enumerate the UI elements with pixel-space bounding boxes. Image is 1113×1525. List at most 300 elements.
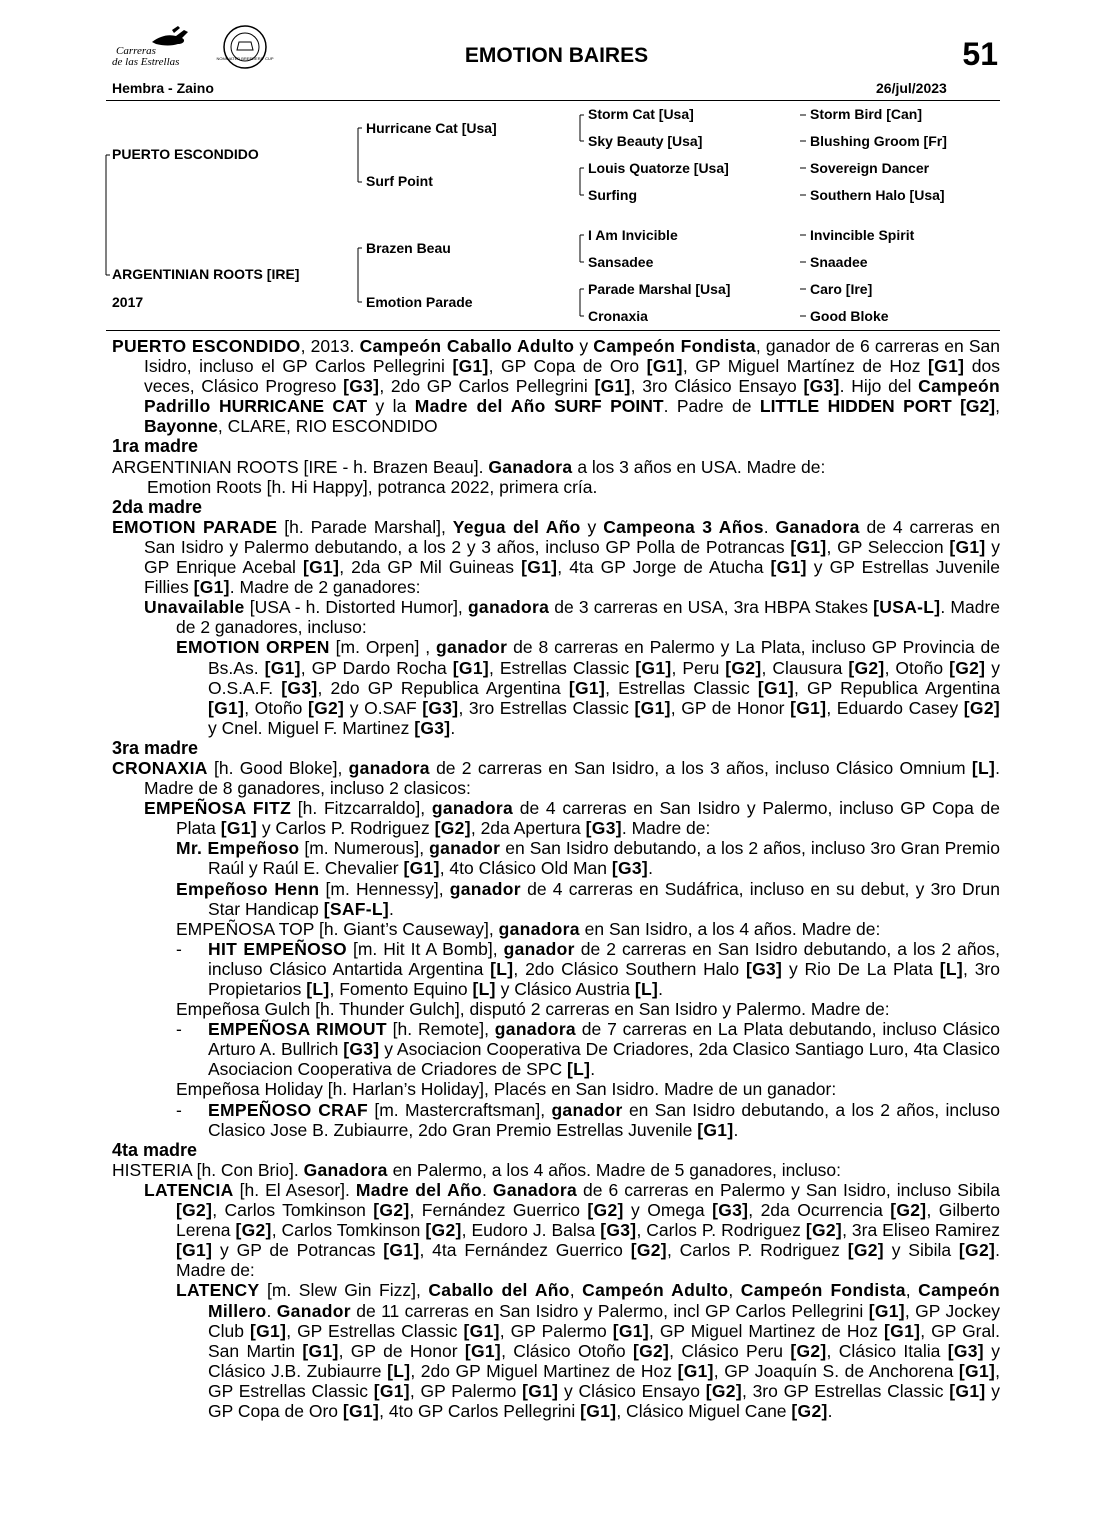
text-segment: [m. Numerous], xyxy=(299,838,430,859)
bold-segment: [G1] xyxy=(634,697,671,718)
bold-segment: [G3] xyxy=(343,376,380,397)
text-segment: y xyxy=(580,516,604,537)
bold-segment: EMOTION PARADE xyxy=(112,516,278,537)
bold-segment: [G3] xyxy=(712,1200,749,1221)
pedigree-g4: Snaadee xyxy=(810,254,868,270)
bold-segment: [G1] xyxy=(464,1340,502,1361)
bold-segment: CRONAXIA xyxy=(112,757,208,778)
text-segment: . Padre de xyxy=(663,396,760,417)
text-segment: [m. Mastercraftsman], xyxy=(368,1099,552,1120)
paragraph xyxy=(112,457,1000,477)
text-segment: , GP Republica Argentina xyxy=(794,677,1000,698)
bold-segment: [G2] xyxy=(725,657,762,678)
bold-segment: [G1] xyxy=(522,1380,559,1401)
text-segment: , GP Jockey Club xyxy=(208,1300,1000,1341)
text-segment: , Carlos P. Rodriguez xyxy=(666,1240,848,1261)
bold-segment: [G1] xyxy=(580,1400,617,1421)
paragraph xyxy=(112,798,1000,838)
bold-segment: ganador xyxy=(551,1099,623,1120)
text-segment: en Palermo, a los 4 años. Madre de 5 ganadores, incluso: xyxy=(387,1159,842,1180)
paragraph xyxy=(112,1180,1000,1280)
bold-segment: [G2] xyxy=(434,818,471,839)
paragraph xyxy=(112,939,1000,999)
text-segment: , ganador de 6 carreras en San Isidro, incluso el GP Carlos Pellegrini xyxy=(144,336,1000,377)
pedigree-g4: Sovereign Dancer xyxy=(810,160,930,176)
bold-segment: [G1] xyxy=(790,697,827,718)
text-segment: . xyxy=(733,1119,739,1140)
date: 26/jul/2023 xyxy=(876,80,947,96)
bold-segment: [G1] xyxy=(884,1320,921,1341)
pedigree-g3: Sky Beauty [Usa] xyxy=(588,133,703,149)
text-segment: y Clásico Ensayo xyxy=(558,1380,706,1401)
bold-segment: [G2] xyxy=(963,697,1000,718)
bold-segment: HURRICANE CAT xyxy=(219,396,368,417)
bold-segment: [G1] xyxy=(646,356,683,377)
text-segment: . xyxy=(658,979,663,999)
section-heading xyxy=(112,497,1000,517)
text-segment: [h. Good Bloke], xyxy=(207,757,349,778)
pedigree-g2: Hurricane Cat [Usa] xyxy=(366,120,497,136)
text-segment: . xyxy=(389,898,394,919)
list-dash: - xyxy=(176,1099,182,1120)
bold-segment: [G2] xyxy=(790,1340,827,1361)
text-segment: , Peru xyxy=(671,657,726,678)
text-segment: EMPEÑOSA TOP [h. Giant’s Causeway], xyxy=(176,918,499,939)
section-heading xyxy=(112,738,1000,758)
text-segment: de 4 carreras en Sudáfrica, incluso en su debut, y 3ro Drun Star Handicap xyxy=(208,878,1000,919)
text-segment: . xyxy=(266,1300,277,1321)
pedigree-year: 2017 xyxy=(112,294,144,310)
pedigree-g4: Caro [Ire] xyxy=(810,281,873,297)
text-segment: de 2 carreras en San Isidro, a los 3 años, incluso Clásico Omnium xyxy=(429,757,972,778)
paragraph xyxy=(112,919,1000,939)
pedigree-g3: I Am Invicible xyxy=(588,227,678,243)
text-segment: [h. Parade Marshal], xyxy=(277,516,453,537)
text-segment: , 2do GP Republica Argentina xyxy=(317,677,569,698)
bold-segment: ganadora xyxy=(431,798,514,819)
pedigree-dam: ARGENTINIAN ROOTS [IRE] xyxy=(112,266,300,282)
text-segment: , 2013. xyxy=(300,336,360,356)
bold-segment: [G1] xyxy=(949,1380,986,1401)
text-segment: [m. Hennessy], xyxy=(319,878,450,899)
page-number: 51 xyxy=(962,36,998,72)
text-segment: y xyxy=(574,336,594,356)
text-segment: [h. Fitzcarraldo], xyxy=(291,798,432,819)
sex-color: Hembra - Zaino xyxy=(112,80,214,96)
bold-segment: Madre del Año xyxy=(414,396,546,417)
bold-segment: [G1] xyxy=(868,1300,905,1321)
text-segment: y GP de Potrancas xyxy=(212,1240,384,1261)
text-segment: , Clausura xyxy=(761,657,849,678)
bold-segment: [G1] xyxy=(373,1380,410,1401)
text-segment: y Sibila xyxy=(883,1240,959,1261)
text-segment: , GP Miguel Martínez de Hoz xyxy=(682,356,929,377)
text-segment: [m. Orpen] , xyxy=(329,637,437,658)
bold-segment: Empeñoso Henn xyxy=(176,878,320,899)
pedigree-g3: Surfing xyxy=(588,187,637,203)
bold-segment: LATENCY xyxy=(176,1280,260,1301)
text-segment: y Asociacion Cooperativa De Criadores, 2da Clasico Santiago Luro, 4ta Clasico Asociacion Cooperativa de Criadores de SPC xyxy=(208,1039,1001,1080)
text-segment: , Estrellas Classic xyxy=(605,677,758,698)
bold-segment: [L] xyxy=(634,979,659,999)
text-segment: y Cnel. Miguel F. Martinez xyxy=(208,717,415,738)
text-segment: , xyxy=(728,1280,741,1301)
text-segment: , GP Gral. San Martin xyxy=(208,1320,1000,1361)
bold-segment: [G3] xyxy=(611,858,649,879)
text-segment: , 2da Apertura xyxy=(470,818,586,839)
pedigree-g4: Invincible Spirit xyxy=(810,227,915,243)
text-segment: , Gilberto Lerena xyxy=(176,1200,1001,1241)
text-segment: , Estrellas Classic xyxy=(488,657,636,678)
text-segment: y O.SAF xyxy=(344,697,423,718)
bold-segment: [G1] xyxy=(790,536,827,557)
bold-segment: Caballo del Año xyxy=(428,1280,570,1301)
text-segment: ARGENTINIAN ROOTS [IRE - h. Brazen Beau]. xyxy=(112,456,489,477)
text-segment: , GP Copa de Oro xyxy=(488,356,647,377)
paragraph xyxy=(112,1280,1000,1421)
pedigree-g3: Storm Cat [Usa] xyxy=(588,106,694,122)
text-segment: . xyxy=(648,858,653,879)
text-segment: , GP Dardo Rocha xyxy=(300,657,453,678)
text-segment: de 11 carreras en San Isidro y Palermo, incl GP Carlos Pellegrini xyxy=(350,1300,869,1321)
text-segment: de 7 carreras en La Plata debutando, incluso Clásico Arturo A. Bullrich xyxy=(208,1019,1001,1060)
pedigree-sire: PUERTO ESCONDIDO xyxy=(112,146,259,162)
bold-segment: [G1] xyxy=(928,356,965,377)
bold-segment: HIT EMPEÑOSO xyxy=(208,938,347,959)
bold-segment: [G2] xyxy=(307,697,345,718)
text-segment: y Clásico Austria xyxy=(495,979,635,999)
text-segment: , Carlos Tomkinson xyxy=(212,1200,374,1221)
text-segment: . xyxy=(450,717,456,738)
bold-segment: [G3] xyxy=(745,958,783,979)
bold-segment: [G3] xyxy=(281,677,318,698)
bold-segment: [G1] xyxy=(463,1320,500,1341)
seal-text: NOMINATED BREEDERS' CUP xyxy=(216,56,274,61)
text-segment: , 4to GP Carlos Pellegrini xyxy=(379,1400,581,1421)
bold-segment: [L] xyxy=(490,958,514,979)
pedigree-g4: Good Bloke xyxy=(810,308,889,324)
text-segment: de 4 carreras en San Isidro y Palermo debutando, a los 2 y 3 años, incluso GP Polla de Potrancas xyxy=(144,516,1000,557)
text-segment: [h. El Asesor]. xyxy=(233,1179,356,1200)
text-segment: y Carlos P. Rodriguez xyxy=(256,818,435,839)
text-segment: de 2 carreras en San Isidro debutando, a los 2 años, incluso Clásico Antartida Argentina xyxy=(208,938,1000,979)
text-segment: y GP Enrique Acebal xyxy=(144,536,1000,578)
text-segment: , 2do Clásico Southern Halo xyxy=(513,958,746,979)
pedigree-g3: Louis Quatorze [Usa] xyxy=(588,160,729,176)
bold-segment: [G2] xyxy=(958,1240,996,1261)
text-segment: de 3 carreras en USA, 3ra HBPA Stakes xyxy=(549,597,874,618)
bold-segment: Campeón Padrillo xyxy=(144,376,1000,417)
text-segment: , Carlos Tomkinson xyxy=(271,1220,426,1241)
bold-segment: [G1] xyxy=(302,1340,339,1361)
bold-segment: [G2] xyxy=(848,657,885,678)
list-dash: - xyxy=(176,938,182,959)
bold-segment: ganadora xyxy=(494,1019,576,1040)
bold-segment: [G2] xyxy=(630,1240,667,1261)
text-segment: [m. Slew Gin Fizz], xyxy=(259,1280,429,1301)
bold-segment: [G1] xyxy=(220,818,257,839)
paragraph xyxy=(112,999,1000,1019)
bold-segment: [SAF-L] xyxy=(323,898,390,919)
section-heading xyxy=(112,1140,1000,1160)
text-segment: y Clásico J.B. Zubiaurre xyxy=(208,1340,1001,1381)
text-segment: . xyxy=(827,1400,833,1421)
bold-segment: ganador xyxy=(429,838,501,859)
horse-title: EMOTION BAIRES xyxy=(464,44,649,67)
section-heading xyxy=(112,436,1000,456)
text-segment: , 4ta GP Jorge de Atucha xyxy=(557,557,771,578)
text-segment: a los 3 años en USA. Madre de: xyxy=(572,456,826,477)
text-segment xyxy=(546,396,554,416)
text-segment: , GP Joaquín S. de Anchorena xyxy=(713,1360,959,1381)
bold-segment: [USA-L] xyxy=(873,597,941,618)
bold-segment: ganador xyxy=(503,938,575,959)
bold-segment: [G1] xyxy=(342,1400,380,1421)
bold-segment: [G3] xyxy=(600,1220,637,1241)
bold-segment: [G2] xyxy=(587,1200,624,1221)
paragraph xyxy=(112,838,1000,878)
bold-segment: [L] xyxy=(939,958,964,979)
bold-segment: Unavailable xyxy=(144,597,245,618)
bold-segment: [G2] xyxy=(235,1220,272,1241)
text-segment: , 3ro GP Estrellas Classic xyxy=(741,1380,950,1401)
text-segment: . xyxy=(590,1059,596,1080)
bold-segment: [G1] xyxy=(176,1240,213,1261)
text-segment: y GP Estrellas Juvenile Fillies xyxy=(144,557,1001,598)
text-segment: , 2do GP Miguel Martinez de Hoz xyxy=(410,1360,678,1381)
bold-segment: [G1] xyxy=(521,557,558,578)
text-segment: 2da madre xyxy=(112,496,203,517)
bold-segment: PUERTO ESCONDIDO xyxy=(112,336,301,356)
text-segment: y Rio De La Plata xyxy=(782,958,940,979)
bold-segment: Campeón Fondista xyxy=(593,336,756,356)
text-segment: y GP Copa de Oro xyxy=(208,1380,1000,1421)
text-segment: y Omega xyxy=(623,1200,713,1221)
bold-segment: [G1] xyxy=(264,657,301,678)
bold-segment: Campeón Fondista xyxy=(740,1280,906,1301)
text-segment: , xyxy=(569,1280,583,1301)
bold-segment: [G1] xyxy=(594,376,631,397)
bold-segment: SURF POINT xyxy=(554,396,664,417)
text-segment: , 3ro Clásico Ensayo xyxy=(630,376,804,397)
bold-segment: [G3] xyxy=(343,1039,380,1060)
bold-segment: [G1] xyxy=(635,657,672,678)
bold-segment: EMOTION ORPEN xyxy=(176,637,330,658)
text-segment: [USA - h. Distorted Humor], xyxy=(244,597,468,618)
bold-segment: Campeón Millero xyxy=(208,1280,1000,1321)
text-segment: en San Isidro debutando, a los 2 años, incluso Clasico Jose B. Zubiaurre, 2do Gran Premio Estrellas Juvenile xyxy=(208,1099,1000,1140)
bold-segment: [G2] xyxy=(705,1380,742,1401)
text-segment: , GP Estrellas Classic xyxy=(208,1360,1000,1401)
text-segment: , 3ro Propietarios xyxy=(208,958,1000,999)
bold-segment: [G2] xyxy=(847,1240,884,1261)
paragraph xyxy=(112,1100,1000,1140)
paragraph xyxy=(112,879,1000,919)
bold-segment: ganadora xyxy=(498,918,580,939)
text-segment: , xyxy=(995,396,1000,417)
text-segment: , GP Palermo xyxy=(499,1320,613,1341)
bold-segment: LITTLE HIDDEN PORT [G2] xyxy=(759,396,996,417)
text-segment: , 2da GP Mil Guineas xyxy=(339,557,522,578)
bold-segment: [G1] xyxy=(677,1360,714,1381)
logo-line-1: Carreras xyxy=(116,45,156,57)
paragraph xyxy=(112,1019,1000,1079)
text-segment: , Otoño xyxy=(244,697,308,718)
text-segment: , 3ro Estrellas Classic xyxy=(458,697,635,718)
bold-segment: [G2] xyxy=(425,1220,462,1241)
pedigree-g3: Parade Marshal [Usa] xyxy=(588,281,731,297)
bold-segment: Ganadora xyxy=(775,516,860,537)
text-segment: , Carlos P. Rodriguez xyxy=(636,1220,806,1241)
text-segment: [m. Hit It A Bomb], xyxy=(346,938,504,959)
bold-segment: [G1] xyxy=(697,1119,734,1140)
text-segment: , Eduardo Casey xyxy=(826,697,964,718)
text-segment: , GP de Honor xyxy=(338,1340,465,1361)
bold-segment: [G1] xyxy=(958,1360,996,1381)
text-segment: , Otoño xyxy=(884,657,950,678)
text-segment: . Madre de: xyxy=(176,1240,1000,1281)
paragraph xyxy=(112,477,1000,497)
bold-segment: Ganador xyxy=(276,1300,351,1321)
bold-segment: Madre del Año xyxy=(355,1179,483,1200)
bold-segment: [G3] xyxy=(414,717,451,738)
text-segment: , CLARE, RIO ESCONDIDO xyxy=(217,416,438,437)
bold-segment: [G3] xyxy=(803,376,840,397)
text-segment: , 2do GP Carlos Pellegrini xyxy=(379,376,595,397)
bold-segment: [G2] xyxy=(949,657,986,678)
pedigree-divider xyxy=(106,330,1000,331)
bold-segment: [G2] xyxy=(791,1400,828,1421)
text-segment: , Clásico Peru xyxy=(669,1340,791,1361)
text-segment: 1ra madre xyxy=(112,436,199,457)
bold-segment: [G1] xyxy=(303,557,340,578)
bold-segment: [L] xyxy=(306,979,330,999)
text-segment: . Madre de: xyxy=(621,818,711,839)
bold-segment: [L] xyxy=(387,1360,411,1381)
pedigree-g3: Cronaxia xyxy=(588,308,648,324)
text-segment: de 8 carreras en Palermo y La Plata, incluso GP Provincia de Bs.As. xyxy=(208,637,1000,678)
text-segment: y O.S.A.F. xyxy=(208,657,1000,698)
text-segment: , GP Seleccion xyxy=(826,536,950,557)
bold-segment: [G1] xyxy=(208,697,245,718)
text-segment xyxy=(211,396,219,416)
text-segment: . xyxy=(763,516,776,537)
list-dash: - xyxy=(176,1019,182,1040)
text-segment: de 4 carreras en San Isidro y Palermo, incluso GP Copa de Plata xyxy=(176,798,1001,839)
text-segment: 3ra madre xyxy=(112,737,199,758)
bold-segment: [G1] xyxy=(250,1320,287,1341)
text-segment: , 3ra Eliseo Ramirez xyxy=(842,1220,1000,1241)
text-segment: . Madre de 2 ganadores: xyxy=(229,577,421,598)
bold-segment: Campeón Caballo Adulto xyxy=(359,336,575,356)
text-segment: , GP Miguel Martinez de Hoz xyxy=(648,1320,885,1341)
pedigree-g4: Southern Halo [Usa] xyxy=(810,187,945,203)
pedigree-g2: Brazen Beau xyxy=(366,240,451,256)
text-segment: en San Isidro debutando, a los 2 años, incluso 3ro Gran Premio Raúl y Raúl E. Chevalier xyxy=(208,838,1001,879)
bold-segment: [G1] xyxy=(949,536,986,557)
bold-segment: [G2] xyxy=(805,1220,843,1241)
bold-segment: EMPEÑOSA RIMOUT xyxy=(208,1019,387,1040)
bold-segment: [G1] xyxy=(193,577,230,598)
text-segment: . Madre de 8 ganadores, incluso 2 clasicos: xyxy=(144,757,1001,799)
text-segment: , 4ta Fernández Guerrico xyxy=(419,1240,631,1261)
bold-segment: Ganadora xyxy=(303,1159,388,1180)
text-segment: , Fernández Guerrico xyxy=(409,1200,588,1221)
text-segment: . Madre de 2 ganadores, incluso: xyxy=(176,597,1001,638)
bold-segment: [G2] xyxy=(373,1200,410,1221)
text-segment: , GP Estrellas Classic xyxy=(286,1320,464,1341)
bold-segment: [G1] xyxy=(568,677,606,698)
text-segment: , xyxy=(905,1280,919,1301)
text-segment: Empeñosa Holiday [h. Harlan’s Holiday], Placés en San Isidro. Madre de un ganador: xyxy=(176,1079,837,1100)
bold-segment: [G1] xyxy=(403,858,440,879)
bold-segment: [G2] xyxy=(890,1200,927,1221)
bold-segment: Campeón Adulto xyxy=(582,1280,729,1301)
text-segment: , GP Palermo xyxy=(409,1380,523,1401)
text-segment: . xyxy=(482,1179,493,1200)
text-segment: , Fomento Equino xyxy=(329,979,473,999)
bold-segment: EMPEÑOSA FITZ xyxy=(144,798,292,819)
bold-segment: [G1] xyxy=(452,657,489,678)
bold-segment: [G1] xyxy=(770,557,807,578)
bold-segment: Campeona 3 Años xyxy=(603,516,764,537)
paragraph xyxy=(112,758,1000,798)
paragraph xyxy=(112,336,1000,436)
text-segment: , 4to Clásico Old Man xyxy=(439,858,612,879)
bold-segment: EMPEÑOSO CRAF xyxy=(208,1099,368,1120)
text-segment: en San Isidro, a los 4 años. Madre de: xyxy=(579,918,881,939)
text-segment: Empeñosa Gulch [h. Thunder Gulch], disputó 2 carreras en San Isidro y Palermo. Madre de: xyxy=(176,999,890,1020)
paragraph xyxy=(112,637,1000,737)
bold-segment: Ganadora xyxy=(492,1179,578,1200)
text-segment: y la xyxy=(367,396,415,417)
paragraph xyxy=(112,1160,1000,1180)
pedigree-g3: Sansadee xyxy=(588,254,654,270)
bold-segment: [G3] xyxy=(422,697,459,718)
bold-segment: [G3] xyxy=(585,818,622,839)
bold-segment: [L] xyxy=(472,979,496,999)
bold-segment: [L] xyxy=(566,1059,591,1080)
bold-segment: [G1] xyxy=(383,1240,420,1261)
text-segment: . Hijo del xyxy=(839,376,919,397)
bold-segment: ganador xyxy=(436,637,508,658)
bold-segment: [G1] xyxy=(612,1320,649,1341)
text-segment: HISTERIA [h. Con Brio]. xyxy=(112,1159,304,1180)
bold-segment: ganadora xyxy=(348,757,430,778)
bold-segment: Yegua del Año xyxy=(452,516,581,537)
paragraph xyxy=(112,597,1000,637)
bold-segment: ganadora xyxy=(467,597,550,618)
text-segment: , Clásico Italia xyxy=(826,1340,948,1361)
bold-segment: [G1] xyxy=(452,356,489,377)
text-segment: [h. Remote], xyxy=(386,1019,495,1040)
logo-line-2: de las Estrellas xyxy=(112,56,180,68)
text-segment: 4ta madre xyxy=(112,1139,198,1160)
pedigree-g4: Blushing Groom [Fr] xyxy=(810,133,947,149)
text-segment: Emotion Roots [h. Hi Happy], potranca 2022, primera cría. xyxy=(112,476,598,497)
bold-segment: ganador xyxy=(449,878,521,899)
bold-segment: Ganadora xyxy=(488,456,573,477)
bold-segment: Bayonne xyxy=(144,416,218,437)
text-segment: , Eudoro J. Balsa xyxy=(461,1220,601,1241)
bold-segment: [G2] xyxy=(632,1340,670,1361)
pedigree-g2: Emotion Parade xyxy=(366,294,473,310)
pedigree-g4: Storm Bird [Can] xyxy=(810,106,922,122)
bold-segment: LATENCIA xyxy=(144,1179,234,1200)
paragraph xyxy=(112,517,1000,597)
bold-segment: [G1] xyxy=(757,677,795,698)
paragraph xyxy=(112,1079,1000,1099)
